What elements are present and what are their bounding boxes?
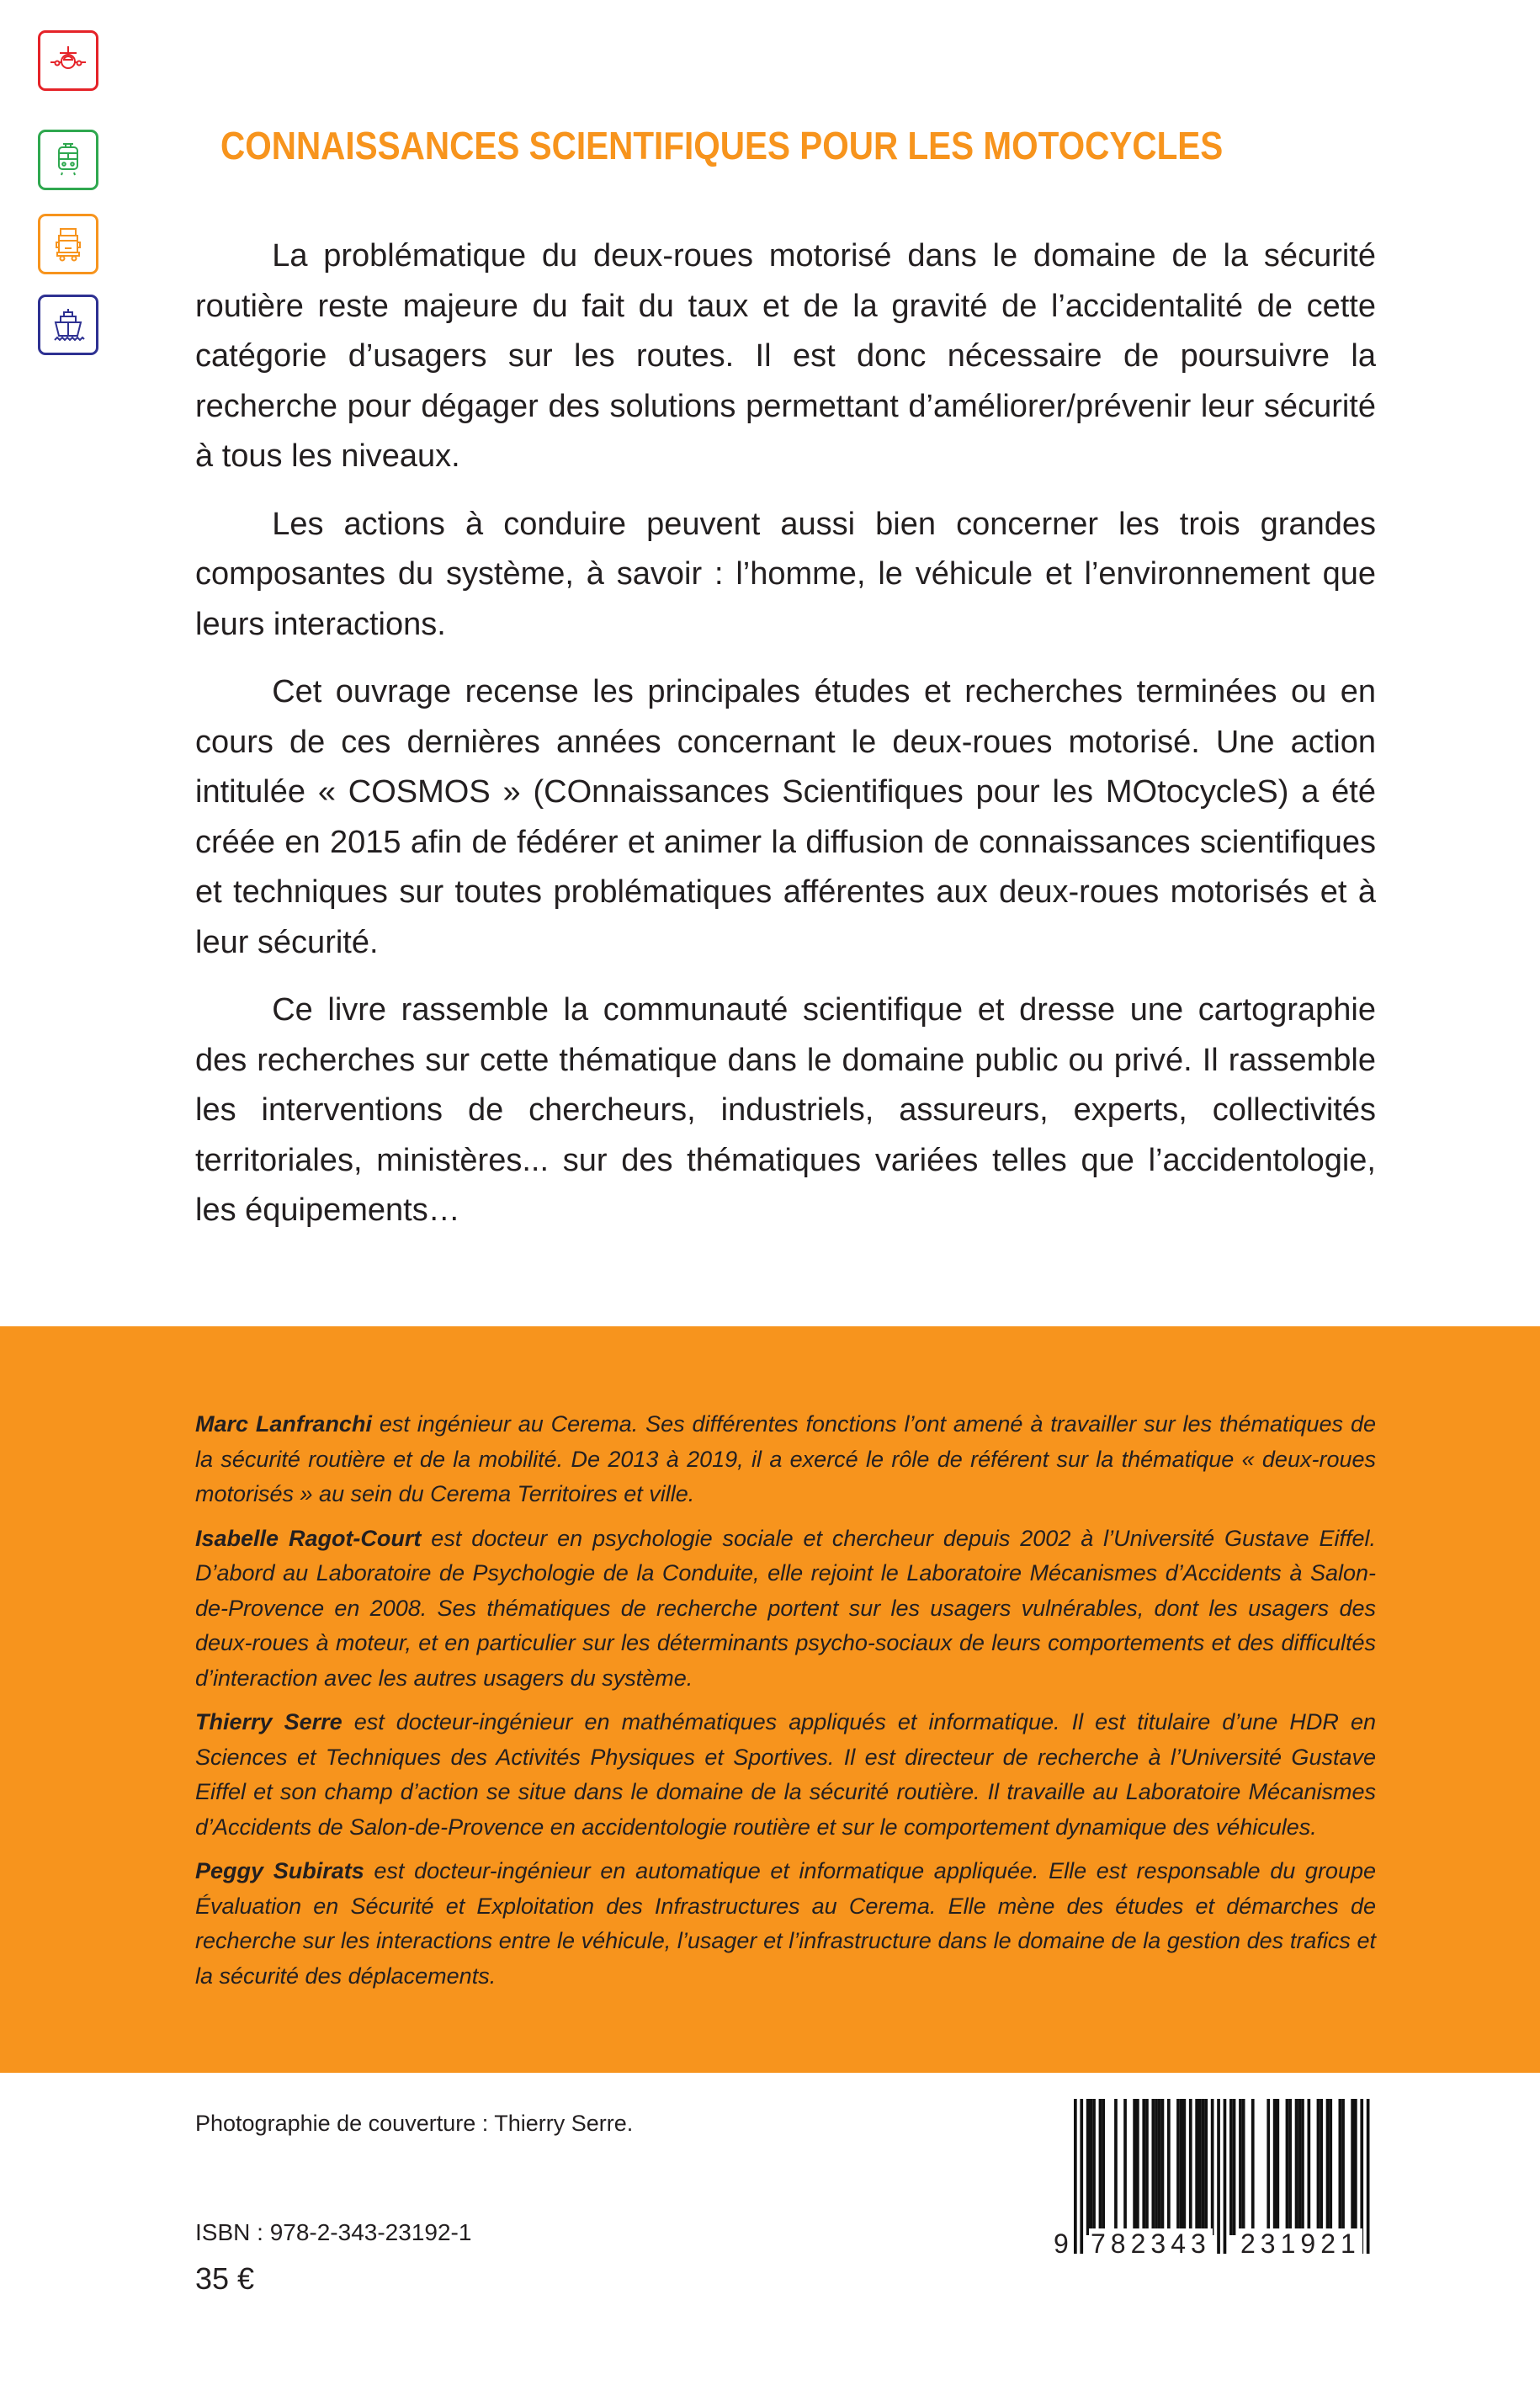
barcode-bar xyxy=(1152,2099,1155,2235)
barcode-bar xyxy=(1273,2099,1277,2235)
author-bio xyxy=(195,1705,1376,1845)
barcode-bar xyxy=(1167,2099,1171,2235)
barcode-bar xyxy=(1229,2099,1233,2235)
barcode-bar xyxy=(1239,2099,1242,2235)
author-name: Marc Lanfranchi xyxy=(195,1411,372,1437)
truck-icon-box xyxy=(38,214,98,274)
barcode-bar xyxy=(1092,2099,1096,2235)
barcode-bar xyxy=(1161,2099,1165,2235)
barcode-bar xyxy=(1133,2099,1136,2235)
barcode-bar xyxy=(1326,2099,1330,2235)
barcode-bar xyxy=(1341,2099,1345,2235)
barcode-bar xyxy=(1099,2099,1102,2235)
barcode-guard-bar xyxy=(1224,2099,1227,2254)
airplane-icon-box xyxy=(38,30,98,91)
photo-credit: Photographie de couverture : Thierry Serre. xyxy=(195,2111,634,2136)
barcode-guard-bar xyxy=(1217,2099,1220,2254)
barcode-bar xyxy=(1180,2099,1183,2235)
description-paragraph: Ce livre rassemble la communauté scientifique et dresse une cartographie des recherches sur cette thématique dans le domaine public ou privé. Il rassemble les interventions de chercheurs, industriels, assureurs, experts, collectivités territoriales, ministères... sur des thématiques variées telles que l’accidentologie, les équipements… xyxy=(195,992,1376,1228)
barcode-bar xyxy=(1286,2099,1289,2235)
barcode-bar xyxy=(1351,2099,1354,2235)
author-bio xyxy=(195,1854,1376,1994)
barcode-bar xyxy=(1198,2099,1202,2235)
author-bios xyxy=(195,1407,1376,2003)
price-label: 35 € xyxy=(195,2261,255,2296)
barcode-right-group: 231921 xyxy=(1240,2228,1361,2259)
barcode-bar xyxy=(1233,2099,1236,2235)
barcode-bar xyxy=(1301,2099,1304,2235)
barcode-bar xyxy=(1114,2099,1118,2235)
author-bio-text: est docteur-ingénieur en automatique et informatique appliquée. Elle est responsable du groupe Évaluation en Sécurité et Exploitation des Infrastructures au Cerema. Elle mène des études et démarches de recherche sur les interactions entre le véhicule, l’usager et l’infrastructure dans le domaine de la gestion des trafics et la sécurité des déplacements. xyxy=(195,1858,1376,1989)
barcode-bar xyxy=(1251,2099,1255,2235)
author-name: Peggy Subirats xyxy=(195,1858,364,1883)
barcode-bar xyxy=(1267,2099,1270,2235)
barcode-bar xyxy=(1155,2099,1158,2235)
barcode-bar xyxy=(1354,2099,1357,2235)
barcode-bar xyxy=(1277,2099,1280,2235)
author-name: Isabelle Ragot-Court xyxy=(195,1525,422,1551)
book-description xyxy=(195,231,1376,1254)
isbn-number: ISBN : 978-2-343-23192-1 xyxy=(195,2219,472,2245)
train-icon-box xyxy=(38,130,98,190)
barcode-bar xyxy=(1183,2099,1187,2235)
barcode-bar xyxy=(1204,2099,1208,2235)
barcode-bar xyxy=(1086,2099,1090,2235)
barcode-bar xyxy=(1295,2099,1298,2235)
book-title-heading: CONNAISSANCES SCIENTIFIQUES POUR LES MOTOCYCLES xyxy=(220,124,1224,167)
ship-icon xyxy=(47,304,89,346)
author-bio xyxy=(195,1407,1376,1512)
barcode-bar xyxy=(1242,2099,1245,2235)
train-icon xyxy=(47,139,89,181)
barcode-bar xyxy=(1308,2099,1311,2235)
barcode-bar xyxy=(1329,2099,1332,2235)
ship-icon-box xyxy=(38,295,98,355)
barcode-bar xyxy=(1136,2099,1139,2235)
barcode-bar xyxy=(1339,2099,1342,2235)
barcode-bar xyxy=(1195,2099,1198,2235)
barcode-bar xyxy=(1288,2099,1292,2235)
author-bio-text: est docteur en psychologie sociale et chercheur depuis 2002 à l’Université Gustave Eiffel. D’abord au Laboratoire de Psychologie de la Conduite, elle rejoint le Laboratoire Mécanismes d’Accidents à Salon-de-Provence en 2008. Ses thématiques de recherche portent sur les usagers vulnérables, dont les usagers des deux-roues à moteur, et en particulier sur les déterminants psycho-sociaux de leurs comportements et des difficultés d’interaction avec les autres usagers du système. xyxy=(195,1525,1376,1691)
description-paragraph: La problématique du deux-roues motorisé dans le domaine de la sécurité routière reste majeure du fait du taux et de la gravité de l’accidentalité de cette catégorie d’usagers sur les routes. Il est donc nécessaire de poursuivre la recherche pour dégager des solutions permettant d’améliorer/prévenir leur sécurité à tous les niveaux. xyxy=(195,238,1376,474)
barcode-bar xyxy=(1202,2099,1205,2235)
truck-icon xyxy=(47,223,89,265)
description-paragraph: Cet ouvrage recense les principales études et recherches terminées ou en cours de ces dernières années concernant le deux-roues motorisé. Une action intitulée « COSMOS » (COnnaissances Scientifiques pour les MOtocycleS) a été créée en 2015 afin de fédérer et animer la diffusion de connaissances scientifiques et techniques sur toutes problématiques afférentes aux deux-roues motorisés et à leur sécurité. xyxy=(195,674,1376,960)
author-name: Thierry Serre xyxy=(195,1709,343,1734)
barcode-bar xyxy=(1145,2099,1149,2235)
barcode-first-digit: 9 xyxy=(1054,2228,1069,2259)
barcode-bar xyxy=(1176,2099,1180,2235)
barcode-left-group: 782343 xyxy=(1091,2228,1211,2259)
description-paragraph: Les actions à conduire peuvent aussi bien concerner les trois grandes composantes du système, à savoir : l’homme, le véhicule et l’environnement que leurs interactions. xyxy=(195,506,1376,642)
barcode-bar xyxy=(1102,2099,1105,2235)
barcode-guard-bar xyxy=(1080,2099,1083,2254)
author-bio-text: est docteur-ingénieur en mathématiques appliqués et informatique. Il est titulaire d’une HDR en Sciences et Techniques des Activités Physiques et Sportives. Il est directeur de recherche à l’Université Gustave Eiffel et son champ d’action se situe dans le domaine de la sécurité routière. Il travaille au Laboratoire Mécanismes d’Accidents de Salon-de-Provence en accidentologie routière et sur le comportement dynamique des véhicules. xyxy=(195,1709,1377,1840)
barcode-bar xyxy=(1123,2099,1127,2235)
author-bio xyxy=(195,1522,1376,1697)
barcode-bar xyxy=(1142,2099,1145,2235)
airplane-icon xyxy=(47,40,89,82)
barcode-bar xyxy=(1090,2099,1093,2235)
barcode-bar xyxy=(1320,2099,1323,2235)
barcode-guard-bar xyxy=(1367,2099,1370,2254)
barcode-guard-bar xyxy=(1074,2099,1077,2254)
barcode-bar xyxy=(1189,2099,1192,2235)
barcode-bar xyxy=(1211,2099,1214,2235)
author-bio-text: est ingénieur au Cerema. Ses différentes fonctions l’ont amené à travailler sur les thématiques de la sécurité routière et de la mobilité. De 2013 à 2019, il a exercé le rôle de référent sur la thématique « deux-roues motorisés » au sein du Cerema Territoires et ville. xyxy=(195,1411,1376,1506)
barcode-bar xyxy=(1298,2099,1301,2235)
barcode-bar xyxy=(1317,2099,1320,2235)
barcode-bar xyxy=(1158,2099,1161,2235)
